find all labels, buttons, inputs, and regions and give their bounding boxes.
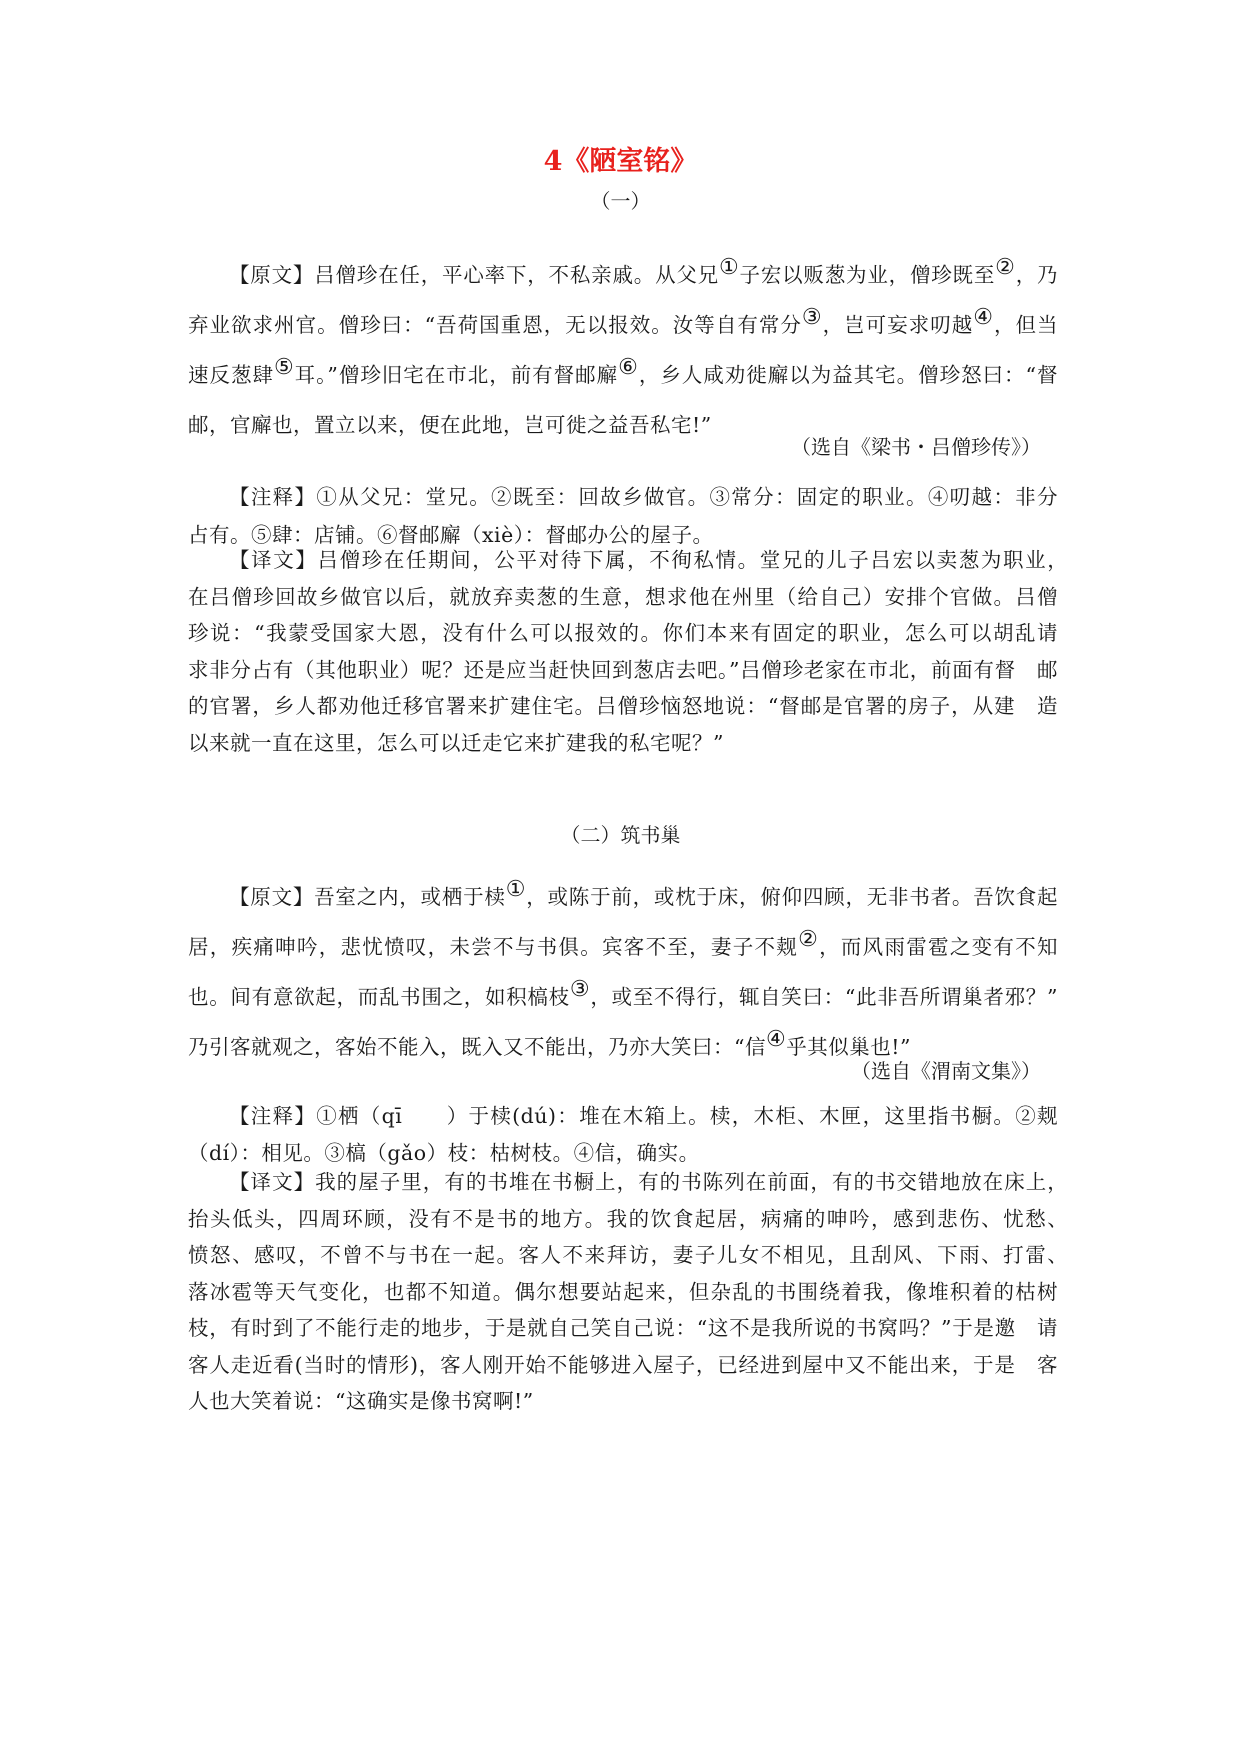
document-title: 4《陋室铭》 <box>543 146 698 177</box>
section2-notes: 【注释】①栖（qī ）于椟(dú)：堆在木箱上。椟，木柜、木匣，这里指书橱。②觌（dí）：相见。③槁（gǎo）枝：枯树枝。④信，确实。 <box>188 1104 1059 1165</box>
section2-translation: 【译文】我的屋子里，有的书堆在书橱上，有的书陈列在前面，有的书交错地放在床上， 抬头低头，四周环顾，没有不是书的地方。我的饮食起居，病痛的呻吟，感到悲伤、忧愁、 愤怒、感叹，不曾不与书在一起。客人不来拜访，妻子儿女不相见，且刮风、下雨、打雷、 落冰雹等天气变化，也都不知道。偶尔想要站起来，但杂乱的书围绕着我，像堆积着的枯树 枝，有时到了不能行走的地步，于是就自己笑自己说：“这不是我所说的书窝吗？”于是邀 请客人走近看(当时的情形)，客人刚开始不能够进入屋子，已经进到屋中又不能出来，于是 客人也大笑着说：“这确实是像书窝啊!” <box>188 1170 1080 1413</box>
section1-original-text: 【原文】吕僧珍在任，平心率下，不私亲戚。从父兄①子宏以贩葱为业，僧珍既至②，乃弃业欲求州官。僧珍曰：“吾荷国重恩，无以报效。汝等自有常分③，岂可妄求叨越④，但当速反葱肆⑤耳。”僧珍旧宅在市北，前有督邮廨⑥，乡人咸劝徙廨以为益其宅。僧珍怒曰：“督 邮，官廨也，置立以来，便在此地，岂可徙之益吾私宅!” <box>188 255 1059 437</box>
footnote-marker: ⑤ <box>273 355 295 380</box>
section1-notes: 【注释】①从父兄：堂兄。②既至：回故乡做官。③常分：固定的职业。④叨越：非分 占有。⑤肆：店铺。⑥督邮廨（xiè）：督邮办公的屋子。 <box>188 485 1080 547</box>
footnote-marker: ③ <box>801 305 823 330</box>
section2-original-text: 【原文】吾室之内，或栖于椟①，或陈于前，或枕于床，俯仰四顾，无非书者。吾饮食起居，疾痛呻吟，悲忧愤叹，未尝不与书俱。宾客不至，妻子不觌②，而风雨雷雹之变有不知也。间有意欲起，而乱书围之，如积槁枝③，或至不得行，辄自笑曰：“此非吾所谓巢者邪？” 乃引客就观之，客始不能入，既入又不能出，乃亦大笑曰：“信④乎其似巢也!” <box>188 877 1079 1059</box>
footnote-marker: ④ <box>765 1027 787 1052</box>
footnote-marker: ⑥ <box>618 355 639 380</box>
section1-heading: （一） <box>590 189 651 213</box>
section2-heading: （二）筑书巢 <box>560 823 681 847</box>
footnote-marker: ② <box>995 255 1016 280</box>
section1-translation-label: 【译文】 <box>229 548 318 572</box>
section2-source: （选自《渭南文集》） <box>851 1059 1041 1083</box>
section2-translation-label: 【译文】 <box>229 1170 316 1194</box>
section2-notes-label: 【注释】 <box>229 1104 317 1128</box>
footnote-marker: ② <box>798 927 820 952</box>
section1-source: （选自《梁书・吕僧珍传》） <box>791 435 1041 459</box>
footnote-marker: ④ <box>973 305 994 330</box>
footnote-marker: ① <box>718 255 740 280</box>
section1-original-label: 【原文】 <box>229 263 315 287</box>
footnote-marker: ① <box>505 877 527 902</box>
footnote-marker: ③ <box>569 977 591 1002</box>
section1-notes-label: 【注释】 <box>229 485 317 509</box>
section2-original-label: 【原文】 <box>229 885 315 909</box>
section1-translation: 【译文】吕僧珍在任期间，公平对待下属，不徇私情。堂兄的儿子吕宏以卖葱为职业， 在吕僧珍回故乡做官以后，就放弃卖葱的生意，想求他在州里（给自己）安排个官做。吕僧 珍说：“我蒙受国家大恩，没有什么可以报效的。你们本来有固定的职业，怎么可以胡乱请 求非分占有（其他职业）呢？还是应当赶快回到葱店去吧。”吕僧珍老家在市北，前面有督 邮的官署，乡人都劝他迁移官署来扩建住宅。吕僧珍恼怒地说：“督邮是官署的房子，从建 造以来就一直在这里，怎么可以迁走它来扩建我的私宅呢？” <box>188 548 1080 755</box>
